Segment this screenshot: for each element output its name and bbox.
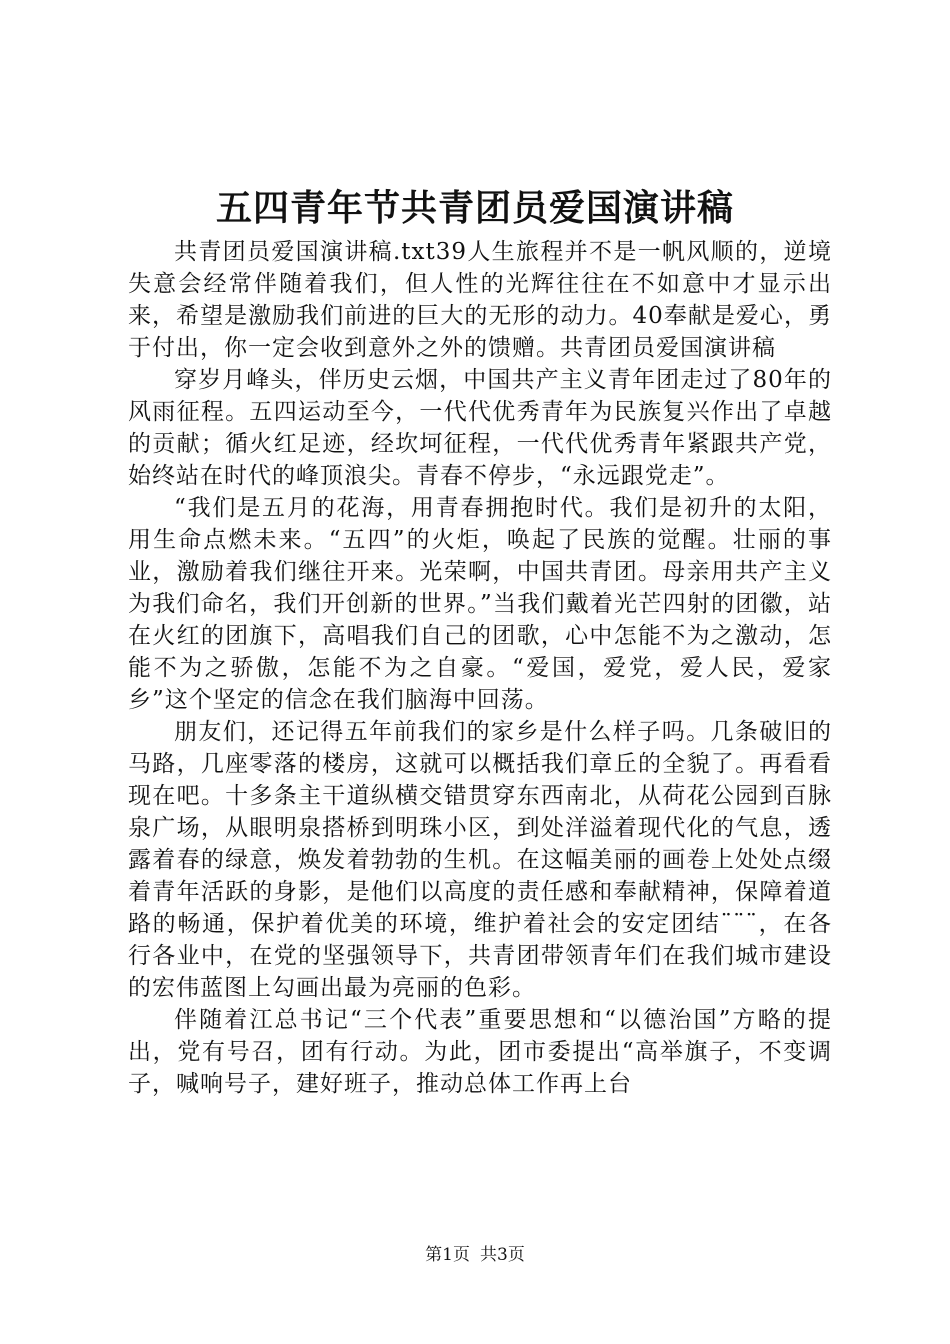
document-title: 五四青年节共青团员爱国演讲稿: [215, 187, 734, 229]
document-body: [128, 236, 832, 1100]
paragraph: 共青团员爱国演讲稿.txt39人生旅程并不是一帆风顺的，逆境失意会经常伴随着我们，但人性的光辉往往在不如意中才显示出来，希望是激励我们前进的巨大的无形的动力。40奉献是爱心，勇于付出，你一定会收到意外之外的馈赠。共青团员爱国演讲稿: [128, 239, 832, 361]
paragraph: 伴随着江总书记“三个代表”重要思想和“以德治国”方略的提出，党有号召，团有行动。为此，团市委提出“高举旗子，不变调子，喊响号子，建好班子，推动总体工作再上台: [128, 1007, 832, 1097]
paragraph: 朋友们，还记得五年前我们的家乡是什么样子吗。几条破旧的马路，几座零落的楼房，这就可以概括我们章丘的全貌了。再看看现在吧。十多条主干道纵横交错贯穿东西南北，从荷花公园到百脉泉广场，从眼明泉搭桥到明珠小区，到处洋溢着现代化的气息，透露着春的绿意，焕发着勃勃的生机。在这幅美丽的画卷上处处点缀着青年活跃的身影，是他们以高度的责任感和奉献精神，保障着道路的畅通，保护着优美的环境，维护着社会的安定团结¨¨¨，在各行各业中，在党的坚强领导下，共青团带领青年们在我们城市建设的宏伟蓝图上勾画出最为亮丽的色彩。: [128, 719, 832, 1001]
paragraph: “我们是五月的花海，用青春拥抱时代。我们是初升的太阳，用生命点燃未来。“五四”的火炬，唤起了民族的觉醒。壮丽的事业，激励着我们继往开来。光荣啊，中国共青团。母亲用共产主义为我们命名，我们开创新的世界。”当我们戴着光芒四射的团徽，站在火红的团旗下，高唱我们自己的团歌，心中怎能不为之激动，怎能不为之骄傲，怎能不为之自豪。“爱国，爱党，爱人民，爱家乡”这个坚定的信念在我们脑海中回荡。: [128, 495, 832, 713]
page-footer: [0, 1243, 950, 1267]
page-number: 第1页: [425, 1245, 470, 1265]
page-total: 共3页: [480, 1245, 525, 1265]
paragraph: 穿岁月峰头，伴历史云烟，中国共产主义青年团走过了80年的风雨征程。五四运动至今，一代代优秀青年为民族复兴作出了卓越的贡献；循火红足迹，经坎坷征程，一代代优秀青年紧跟共产党，始终站在时代的峰顶浪尖。青春不停步，“永远跟党走”。: [128, 367, 832, 489]
